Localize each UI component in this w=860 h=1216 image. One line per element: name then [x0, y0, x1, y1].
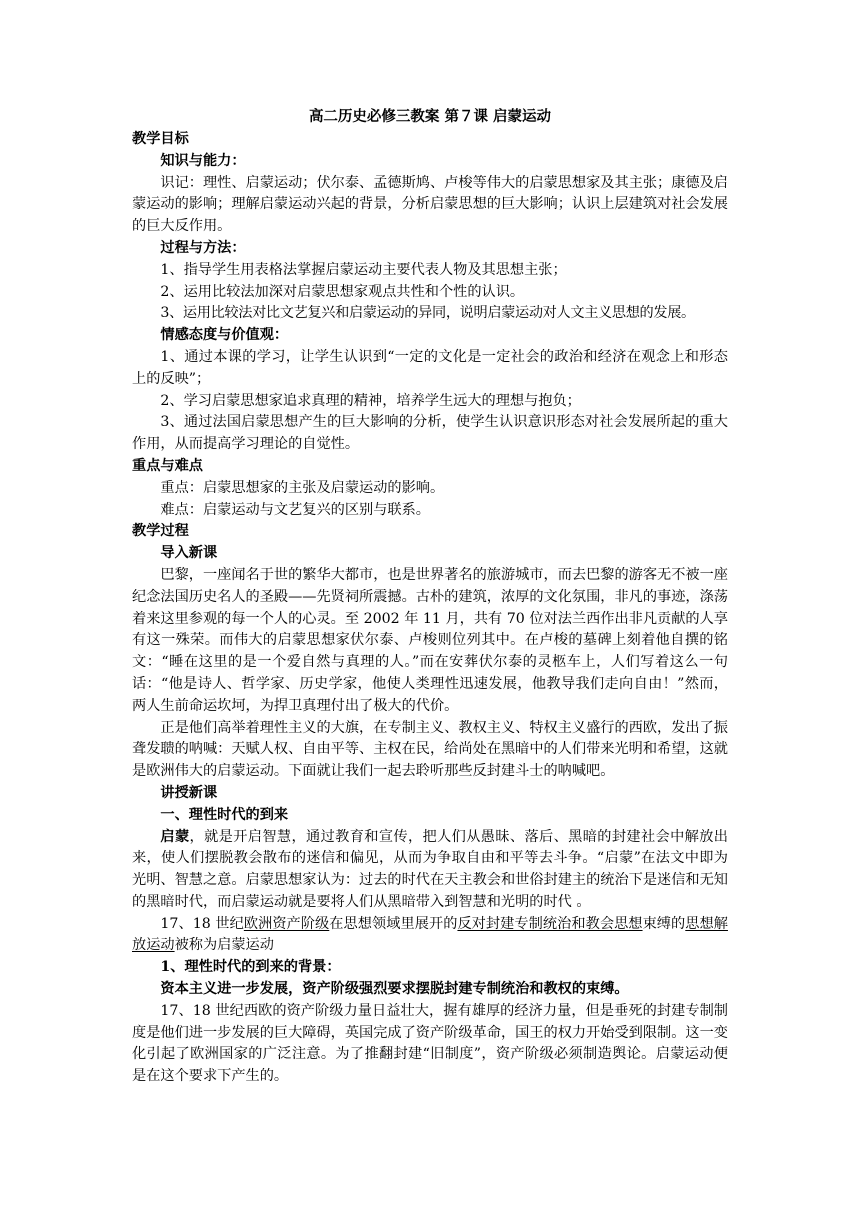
background-heading: 1、理性时代的到来的背景：	[160, 959, 341, 976]
key-difficulty: 难点：启蒙运动与文艺复兴的区别与联系。	[160, 501, 430, 518]
definition-text-3: 束缚的	[642, 915, 686, 932]
definition-text-4: 被称为启蒙运动	[174, 937, 274, 954]
enlightenment-term: 启蒙	[160, 828, 190, 845]
heading-objectives: 教学目标	[132, 131, 189, 147]
process-item-2: 2、运用比较法加深对启蒙思想家观点共性和个性的认识。	[160, 283, 525, 300]
background-summary: 资本主义进一步发展，资产阶级强烈要求摆脱封建专制统治和教权的束缚。	[160, 981, 629, 998]
process-item-3: 3、运用比较法对比文艺复兴和启蒙运动的异同，说明启蒙运动对人文主义思想的发展。	[160, 305, 695, 322]
document-page	[132, 106, 728, 1088]
document-title: 高二历史必修三教案 第７课 启蒙运动	[308, 108, 552, 125]
background-paragraph: 17、18 世纪西欧的资产阶级力量日益壮大，握有雄厚的经济力量，但是垂死的封建专制制度是他们进一步发展的巨大障碍，英国完成了资产阶级革命，国王的权力开始受到限制。这一变化引起了欧洲国家的广泛注意。为了推翻封建“旧制度”，资产阶级必须制造舆论。启蒙运动便是在这个要求下产生的。	[132, 1002, 728, 1085]
definition-underline-3: 思想解放运动	[132, 915, 728, 954]
subheading-emotion: 情感态度与价值观：	[160, 327, 289, 344]
emotion-item-3: 3、通过法国启蒙思想产生的巨大影响的分析，使学生认识意识形态对社会发展所起的重大作用，从而提高学习理论的自觉性。	[132, 414, 728, 453]
key-focus: 重点：启蒙思想家的主张及启蒙运动的影响。	[160, 479, 445, 496]
heading-teaching-process: 教学过程	[132, 523, 189, 540]
enlightenment-explanation: ，就是开启智慧，通过教育和宣传，把人们从愚昧、落后、黑暗的封建社会中解放出来，使人们摆脱教会散布的迷信和偏见，从而为争取自由和平等去斗争。“启蒙”在法文中即为光明、智慧之意。启蒙思想家认为：过去的时代在天主教会和世俗封建主的统治下是迷信和无知的黑暗时代，而启蒙运动就是要将人们从黑暗带入到智慧和光明的时代 。	[132, 828, 728, 910]
definition-text-2: 在思想领域里展开的	[329, 915, 458, 932]
subheading-intro: 导入新课	[160, 545, 218, 562]
enlightenment-definition-paragraph	[132, 827, 728, 914]
emotion-item-2: 2、学习启蒙思想家追求真理的精神，培养学生远大的理想与抱负；	[160, 392, 581, 409]
definition-text-1: 17、18 世纪	[160, 915, 244, 932]
section-1-heading: 一、理性时代的到来	[160, 806, 289, 823]
subheading-knowledge: 知识与能力：	[160, 152, 246, 169]
definition-underline-2: 反对封建专制统治和教会思想	[457, 915, 643, 932]
movement-definition-paragraph	[132, 914, 728, 958]
definition-underline-1: 欧洲资产阶级	[243, 915, 330, 932]
intro-paragraph-2: 正是他们高举着理性主义的大旗，在专制主义、教权主义、特权主义盛行的西欧，发出了振聋发聩的呐喊：天赋人权、自由平等、主权在民，给尚处在黑暗中的人们带来光明和希望，这就是欧洲伟大的启蒙运动。下面就让我们一起去聆听那些反封建斗士的呐喊吧。	[132, 719, 728, 780]
emotion-item-1: 1、通过本课的学习，让学生认识到“一定的文化是一定社会的政治和经济在观念上和形态上的反映”；	[132, 348, 728, 387]
intro-paragraph-1: 巴黎，一座闻名于世的繁华大都市，也是世界著名的旅游城市，而去巴黎的游客无不被一座纪念法国历史名人的圣殿——先贤祠所震撼。古朴的建筑，浓厚的文化氛围，非凡的事迹，涤荡着来这里参观的每一个人的心灵。至 2002 年 11 月，共有 70 位对法兰西作出非凡贡献的人享有这一殊荣。而伟大的启蒙思想家伏尔泰、卢梭则位列其中。在卢梭的墓碑上刻着他自撰的铭文：“睡在这里的是一个爱自然与真理的人。”而在安葬伏尔泰的灵柩车上，人们写着这么一句话：“他是诗人、哲学家、历史学家，他使人类理性迅速发展，他教导我们走向自由！”然而，两人生前命运坎坷，为捍卫真理付出了极大的代价。	[132, 566, 728, 714]
process-item-1: 1、指导学生用表格法掌握启蒙运动主要代表人物及其思想主张；	[160, 261, 567, 278]
subheading-process-method: 过程与方法：	[160, 239, 246, 256]
subheading-lecture: 讲授新课	[160, 784, 218, 801]
heading-key-points: 重点与难点	[132, 457, 203, 474]
knowledge-text: 识记：理性、启蒙运动；伏尔泰、孟德斯鸠、卢梭等伟大的启蒙思想家及其主张；康德及启蒙运动的影响；理解启蒙运动兴起的背景，分析启蒙思想的巨大影响；认识上层建筑对社会发展的巨大反作用。	[132, 174, 728, 235]
